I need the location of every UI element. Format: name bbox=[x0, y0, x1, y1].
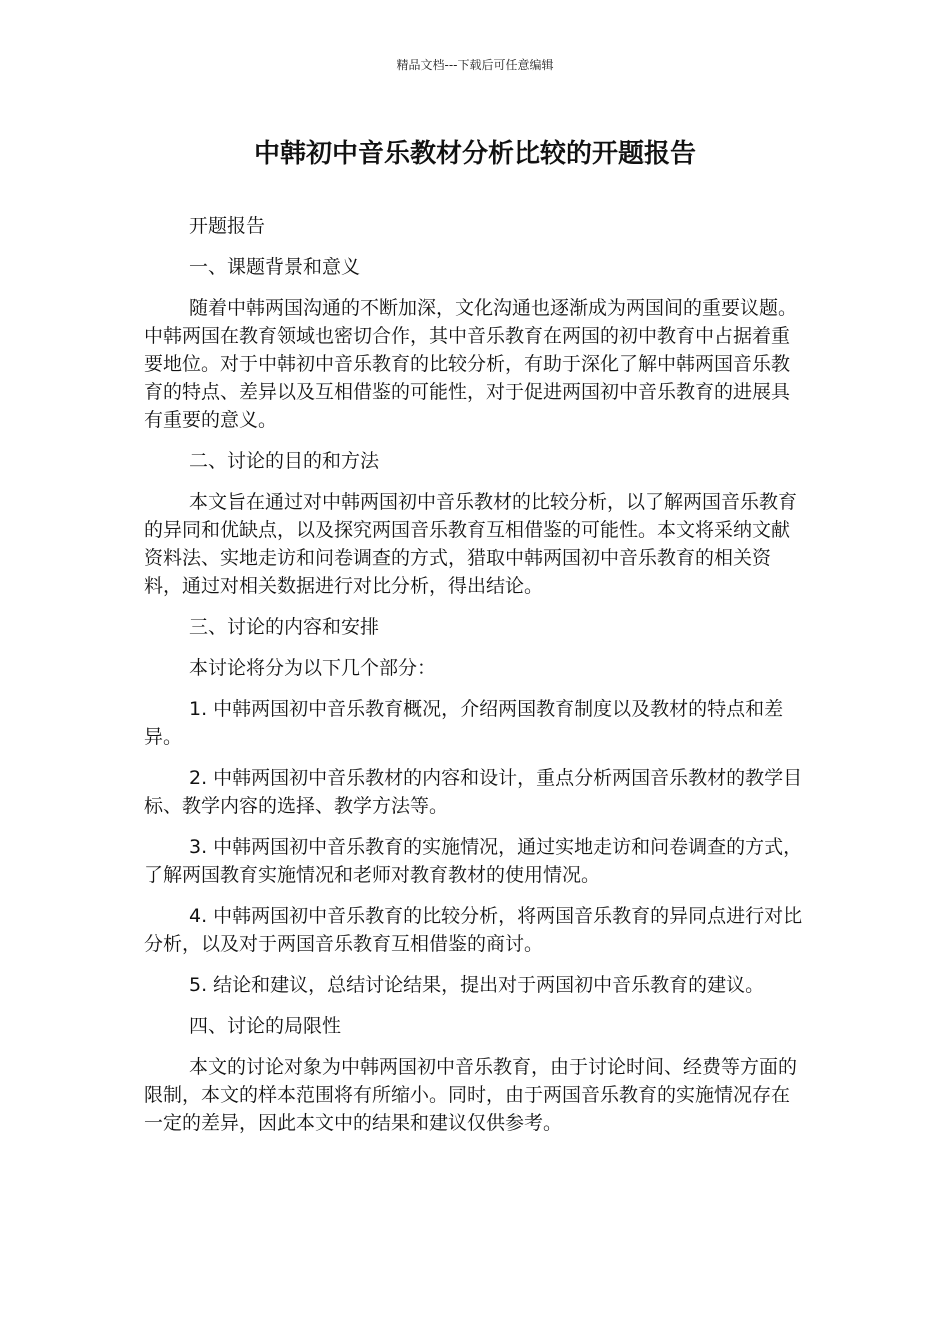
document-body bbox=[144, 212, 808, 1150]
list-item-4: 4. 中韩两国初中音乐教育的比较分析，将两国音乐教育的异同点进行对比分析，以及对于两国音乐教育互相借鉴的商讨。 bbox=[144, 905, 803, 955]
section-4-heading: 四、讨论的局限性 bbox=[189, 1015, 342, 1037]
document-title: 中韩初中音乐教材分析比较的开题报告 bbox=[253, 139, 696, 169]
section-1-heading: 一、课题背景和意义 bbox=[189, 256, 361, 278]
list-item-3: 3. 中韩两国初中音乐教育的实施情况，通过实地走访和问卷调查的方式，了解两国教育实施情况和老师对教育教材的使用情况。 bbox=[144, 836, 803, 886]
list-item-5: 5. 结论和建议，总结讨论结果，提出对于两国初中音乐教育的建议。 bbox=[189, 974, 765, 996]
section-2-text: 本文旨在通过对中韩两国初中音乐教材的比较分析，以了解两国音乐教育的异同和优缺点，以及探究两国音乐教育互相借鉴的可能性。本文将采纳文献资料法、实地走访和问卷调查的方式，猎取中韩两国初中音乐教育的相关资料，通过对相关数据进行对比分析，得出结论。 bbox=[144, 491, 798, 597]
section-1-text: 随着中韩两国沟通的不断加深，文化沟通也逐渐成为两国间的重要议题。中韩两国在教育领域也密切合作，其中音乐教育在两国的初中教育中占据着重要地位。对于中韩初中音乐教育的比较分析，有助于深化了解中韩两国音乐教育的特点、差异以及互相借鉴的可能性，对于促进两国初中音乐教育的进展具有重要的意义。 bbox=[144, 297, 798, 431]
section-3-heading: 三、讨论的内容和安排 bbox=[189, 616, 380, 638]
section-3-intro: 本讨论将分为以下几个部分： bbox=[189, 657, 437, 679]
section-4-text: 本文的讨论对象为中韩两国初中音乐教育，由于讨论时间、经费等方面的限制，本文的样本范围将有所缩小。同时，由于两国音乐教育的实施情况存在一定的差异，因此本文中的结果和建议仅供参考。 bbox=[144, 1056, 798, 1134]
section-2-heading: 二、讨论的目的和方法 bbox=[189, 450, 380, 472]
page-header-note: 精品文档---下载后可任意编辑 bbox=[396, 58, 554, 72]
list-item-2: 2. 中韩两国初中音乐教材的内容和设计，重点分析两国音乐教材的教学目标、教学内容的选择、教学方法等。 bbox=[144, 767, 803, 817]
report-label: 开题报告 bbox=[189, 215, 266, 237]
list-item-1: 1. 中韩两国初中音乐教育概况，介绍两国教育制度以及教材的特点和差异。 bbox=[144, 698, 784, 748]
